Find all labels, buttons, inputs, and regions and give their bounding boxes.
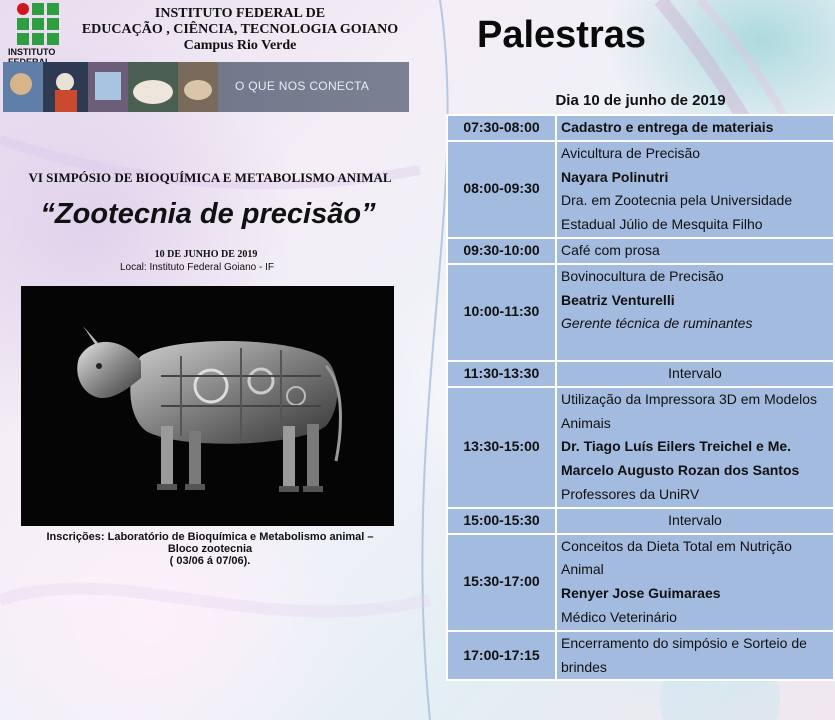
schedule-description bbox=[556, 264, 834, 361]
banner-tagline: O QUE NOS CONECTA bbox=[235, 79, 370, 93]
schedule-description bbox=[556, 534, 834, 631]
schedule-table-body bbox=[447, 115, 834, 680]
mechanical-cow-image bbox=[21, 286, 394, 526]
schedule-row bbox=[447, 387, 834, 508]
banner-collage-image bbox=[3, 62, 218, 112]
schedule-time: 10:00-11:30 bbox=[447, 264, 556, 361]
schedule-line: Médico Veterinário bbox=[561, 608, 677, 625]
registration-info bbox=[18, 531, 402, 567]
registration-line-2: Bloco zootecnia bbox=[167, 543, 253, 555]
schedule-line: Intervalo bbox=[668, 364, 722, 381]
schedule-row bbox=[447, 508, 834, 534]
schedule-line: Encerramento do simpósio e Sorteio de brindes bbox=[561, 634, 807, 675]
schedule-description bbox=[556, 631, 834, 681]
schedule-description bbox=[556, 141, 834, 238]
schedule-line: Nayara Polinutri bbox=[561, 168, 669, 185]
schedule-time: 07:30-08:00 bbox=[447, 115, 556, 141]
event-theme: “Zootecnia de precisão” bbox=[40, 198, 376, 230]
schedule-line: Renyer Jose Guimaraes bbox=[561, 585, 721, 602]
institution-line-1: INSTITUTO FEDERAL DE bbox=[154, 6, 326, 21]
event-date: 10 DE JUNHO DE 2019 bbox=[154, 249, 258, 260]
mechanical-cow-illustration bbox=[21, 286, 394, 526]
schedule-time: 15:30-17:00 bbox=[447, 534, 556, 631]
schedule-line: Utilização da Impressora 3D em Modelos Animais bbox=[561, 390, 817, 431]
schedule-title: Palestras bbox=[477, 14, 647, 56]
schedule-time: 08:00-09:30 bbox=[447, 141, 556, 238]
event-location: Local: Instituto Federal Goiano - IF bbox=[120, 262, 274, 273]
schedule-row bbox=[447, 361, 834, 387]
schedule-day: Dia 10 de junho de 2019 bbox=[555, 92, 726, 109]
registration-line-3: ( 03/06 á 07/06). bbox=[169, 555, 251, 567]
schedule-row bbox=[447, 264, 834, 361]
schedule-row bbox=[447, 631, 834, 681]
schedule-description bbox=[556, 361, 834, 387]
schedule-description bbox=[556, 508, 834, 534]
schedule-row bbox=[447, 534, 834, 631]
symposium-title: VI SIMPÓSIO DE BIOQUÍMICA E METABOLISMO ANIMAL bbox=[28, 170, 392, 185]
registration-line-1: Inscrições: Laboratório de Bioquímica e Metabolismo animal – bbox=[46, 531, 374, 543]
schedule-row bbox=[447, 115, 834, 141]
schedule-line: Conceitos da Dieta Total em Nutrição Animal bbox=[561, 537, 792, 578]
schedule-row bbox=[447, 141, 834, 238]
schedule-line: Cadastro e entrega de materiais bbox=[561, 119, 774, 135]
schedule-line: Avicultura de Precisão bbox=[561, 144, 701, 161]
schedule-line: Gerente técnica de ruminantes bbox=[561, 315, 753, 332]
schedule-table bbox=[446, 114, 835, 681]
schedule-time: 17:00-17:15 bbox=[447, 631, 556, 681]
institutional-banner bbox=[3, 62, 409, 112]
schedule-time: 09:30-10:00 bbox=[447, 238, 556, 264]
schedule-description bbox=[556, 238, 834, 264]
schedule-time: 11:30-13:30 bbox=[447, 361, 556, 387]
schedule-line: Dra. em Zootecnia pela Universidade Estadual Júlio de Mesquita Filho bbox=[561, 192, 793, 233]
schedule-description bbox=[556, 387, 834, 508]
schedule-line: Bovinocultura de Precisão bbox=[561, 267, 724, 284]
institution-line-2: EDUCAÇÃO , CIÊNCIA, TECNOLOGIA GOIANO bbox=[81, 22, 399, 37]
schedule-time: 13:30-15:00 bbox=[447, 387, 556, 508]
schedule-line bbox=[561, 336, 829, 360]
institution-name bbox=[70, 6, 410, 54]
schedule-line: Beatriz Venturelli bbox=[561, 291, 675, 308]
schedule-row bbox=[447, 238, 834, 264]
schedule-line: Café com prosa bbox=[561, 241, 660, 258]
schedule-line: Dr. Tiago Luís Eilers Treichel e Me. Marcelo Augusto Rozan dos Santos bbox=[561, 438, 800, 479]
logo-mark-icon bbox=[17, 3, 68, 45]
schedule-time: 15:00-15:30 bbox=[447, 508, 556, 534]
schedule-line: Intervalo bbox=[668, 511, 722, 528]
logo-text-instituto: INSTITUTO bbox=[8, 47, 56, 57]
institution-line-3: Campus Rio Verde bbox=[183, 38, 297, 53]
schedule-description bbox=[556, 115, 834, 141]
schedule-line: Professores da UniRV bbox=[561, 485, 700, 502]
